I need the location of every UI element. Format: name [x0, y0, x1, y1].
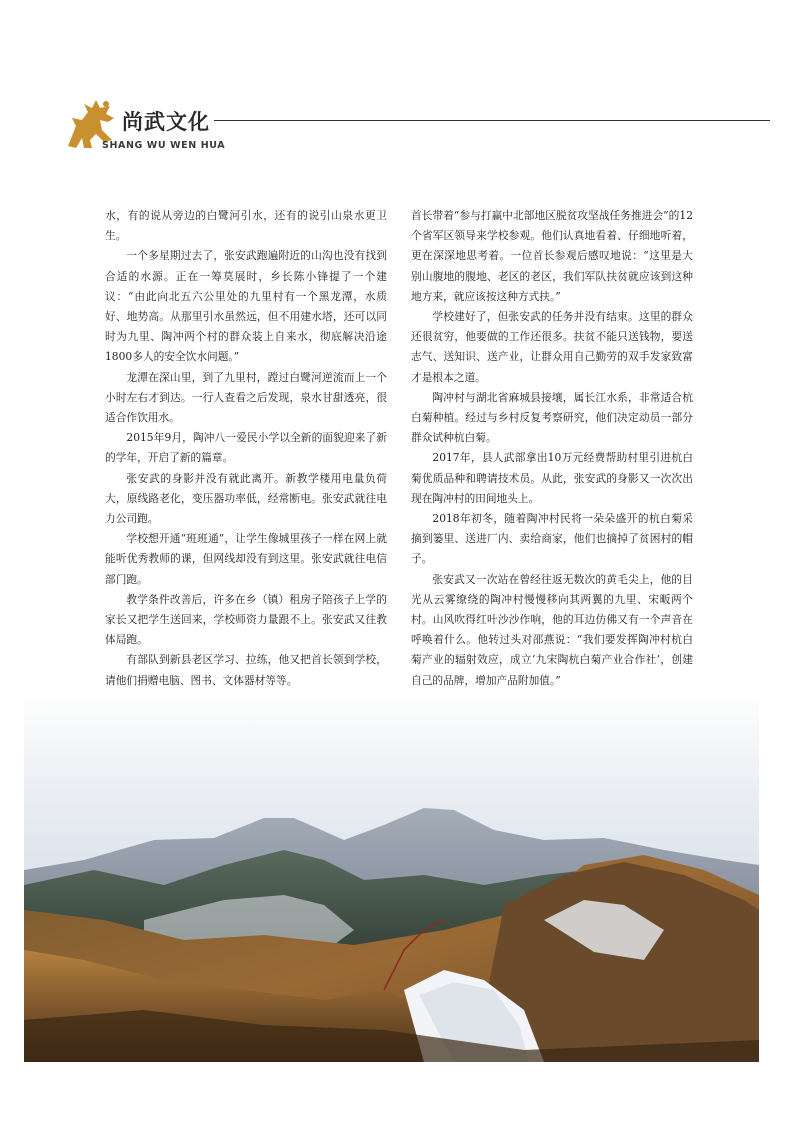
page-header [62, 96, 772, 156]
mountain-photo [24, 690, 759, 1062]
header-rule [214, 120, 770, 121]
paragraph: 张安武又一次站在曾经往返无数次的黄毛尖上，他的目光从云雾缭绕的陶冲村慢慢移向其两翼的九里、宋畈两个村。山风吹得红叶沙沙作响，他的耳边仿佛又有一个声音在呼唤着什么。他转过头对邵燕说：“我们要发挥陶冲村杭白菊产业的辐射效应，成立‘九宋陶杭白菊产业合作社’，创建自己的品牌，增加产品附加值。” [411, 572, 693, 687]
paragraph: 张安武的身影并没有就此离开。新教学楼用电量负荷大，原线路老化，变压器功率低，经常断电。张安武就往电力公司跑。 [105, 471, 387, 526]
paragraph: 首长带着“参与打赢中北部地区脱贫攻坚战任务推进会”的12个省军区领导来学校参观。他们认真地看着、仔细地听着，更在深深地思考着。一位首长参观后感叹地说：“这里是大别山腹地的腹地、老区的老区，我们军队扶贫就应该到这种地方来，就应该按这种方式扶。” [411, 209, 693, 303]
paragraph: 2015年9月，陶冲八一爱民小学以全新的面貌迎来了新的学年，开启了新的篇章。 [105, 431, 387, 465]
paragraph: 学校想开通“班班通”，让学生像城里孩子一样在网上就能听优秀教师的课，但网线却没有到这里。张安武就往电信部门跑。 [105, 532, 387, 586]
paragraph: 龙潭在深山里，到了九里村，蹚过白鹭河逆流而上一个小时左右才到达。一行人查看之后发现，泉水甘甜透亮，很适合作饮用水。 [105, 370, 387, 425]
paragraph: 教学条件改善后，许多在乡（镇）租房子陪孩子上学的家长又把学生送回来，学校师资力量跟不上。张安武又往教体局跑。 [105, 592, 387, 647]
paragraph: 学校建好了，但张安武的任务并没有结束。这里的群众还很贫穷，他要做的工作还很多。扶贫不能只送钱物，要送志气、送知识、送产业，让群众用自己勤劳的双手发家致富才是根本之道。 [411, 310, 693, 384]
paragraph: 陶冲村与湖北省麻城县接壤，属长江水系，非常适合杭白菊种植。经过与乡村反复考察研究，他们决定动员一部分群众试种杭白菊。 [411, 390, 693, 445]
paragraph: 2018年初冬，随着陶冲村民将一朵朵盛开的杭白菊采摘到篓里、送进厂内、卖给商家，他们也摘掉了贫困村的帽子。 [411, 512, 693, 566]
paragraph: 2017年，县人武部拿出10万元经费帮助村里引进杭白菊优质品种和聘请技术员。从此，张安武的身影又一次次出现在陶冲村的田间地头上。 [411, 451, 693, 505]
paragraph: 一个多星期过去了，张安武跑遍附近的山沟也没有找到合适的水源。正在一筹莫展时，乡长陈小锋提了一个建议：“由此向北五六公里处的九里村有一个黑龙潭，水质好、地势高。从那里引水虽然远，但不用建水塔，还可以同时为九里、陶冲两个村的群众装上自来水，彻底解决沿途1800多人的安全饮水问题。” [105, 249, 387, 364]
section-title: 尚武文化 [122, 110, 210, 134]
paragraph: 有部队到新县老区学习、拉练，他又把首长领到学校，请他们捐赠电脑、图书、文体器材等等。 [105, 653, 387, 687]
paragraph: 水，有的说从旁边的白鹭河引水，还有的说引山泉水更卫生。 [105, 209, 387, 243]
section-subtitle: SHANG WU WEN HUA [102, 140, 226, 151]
right-column [411, 206, 693, 772]
